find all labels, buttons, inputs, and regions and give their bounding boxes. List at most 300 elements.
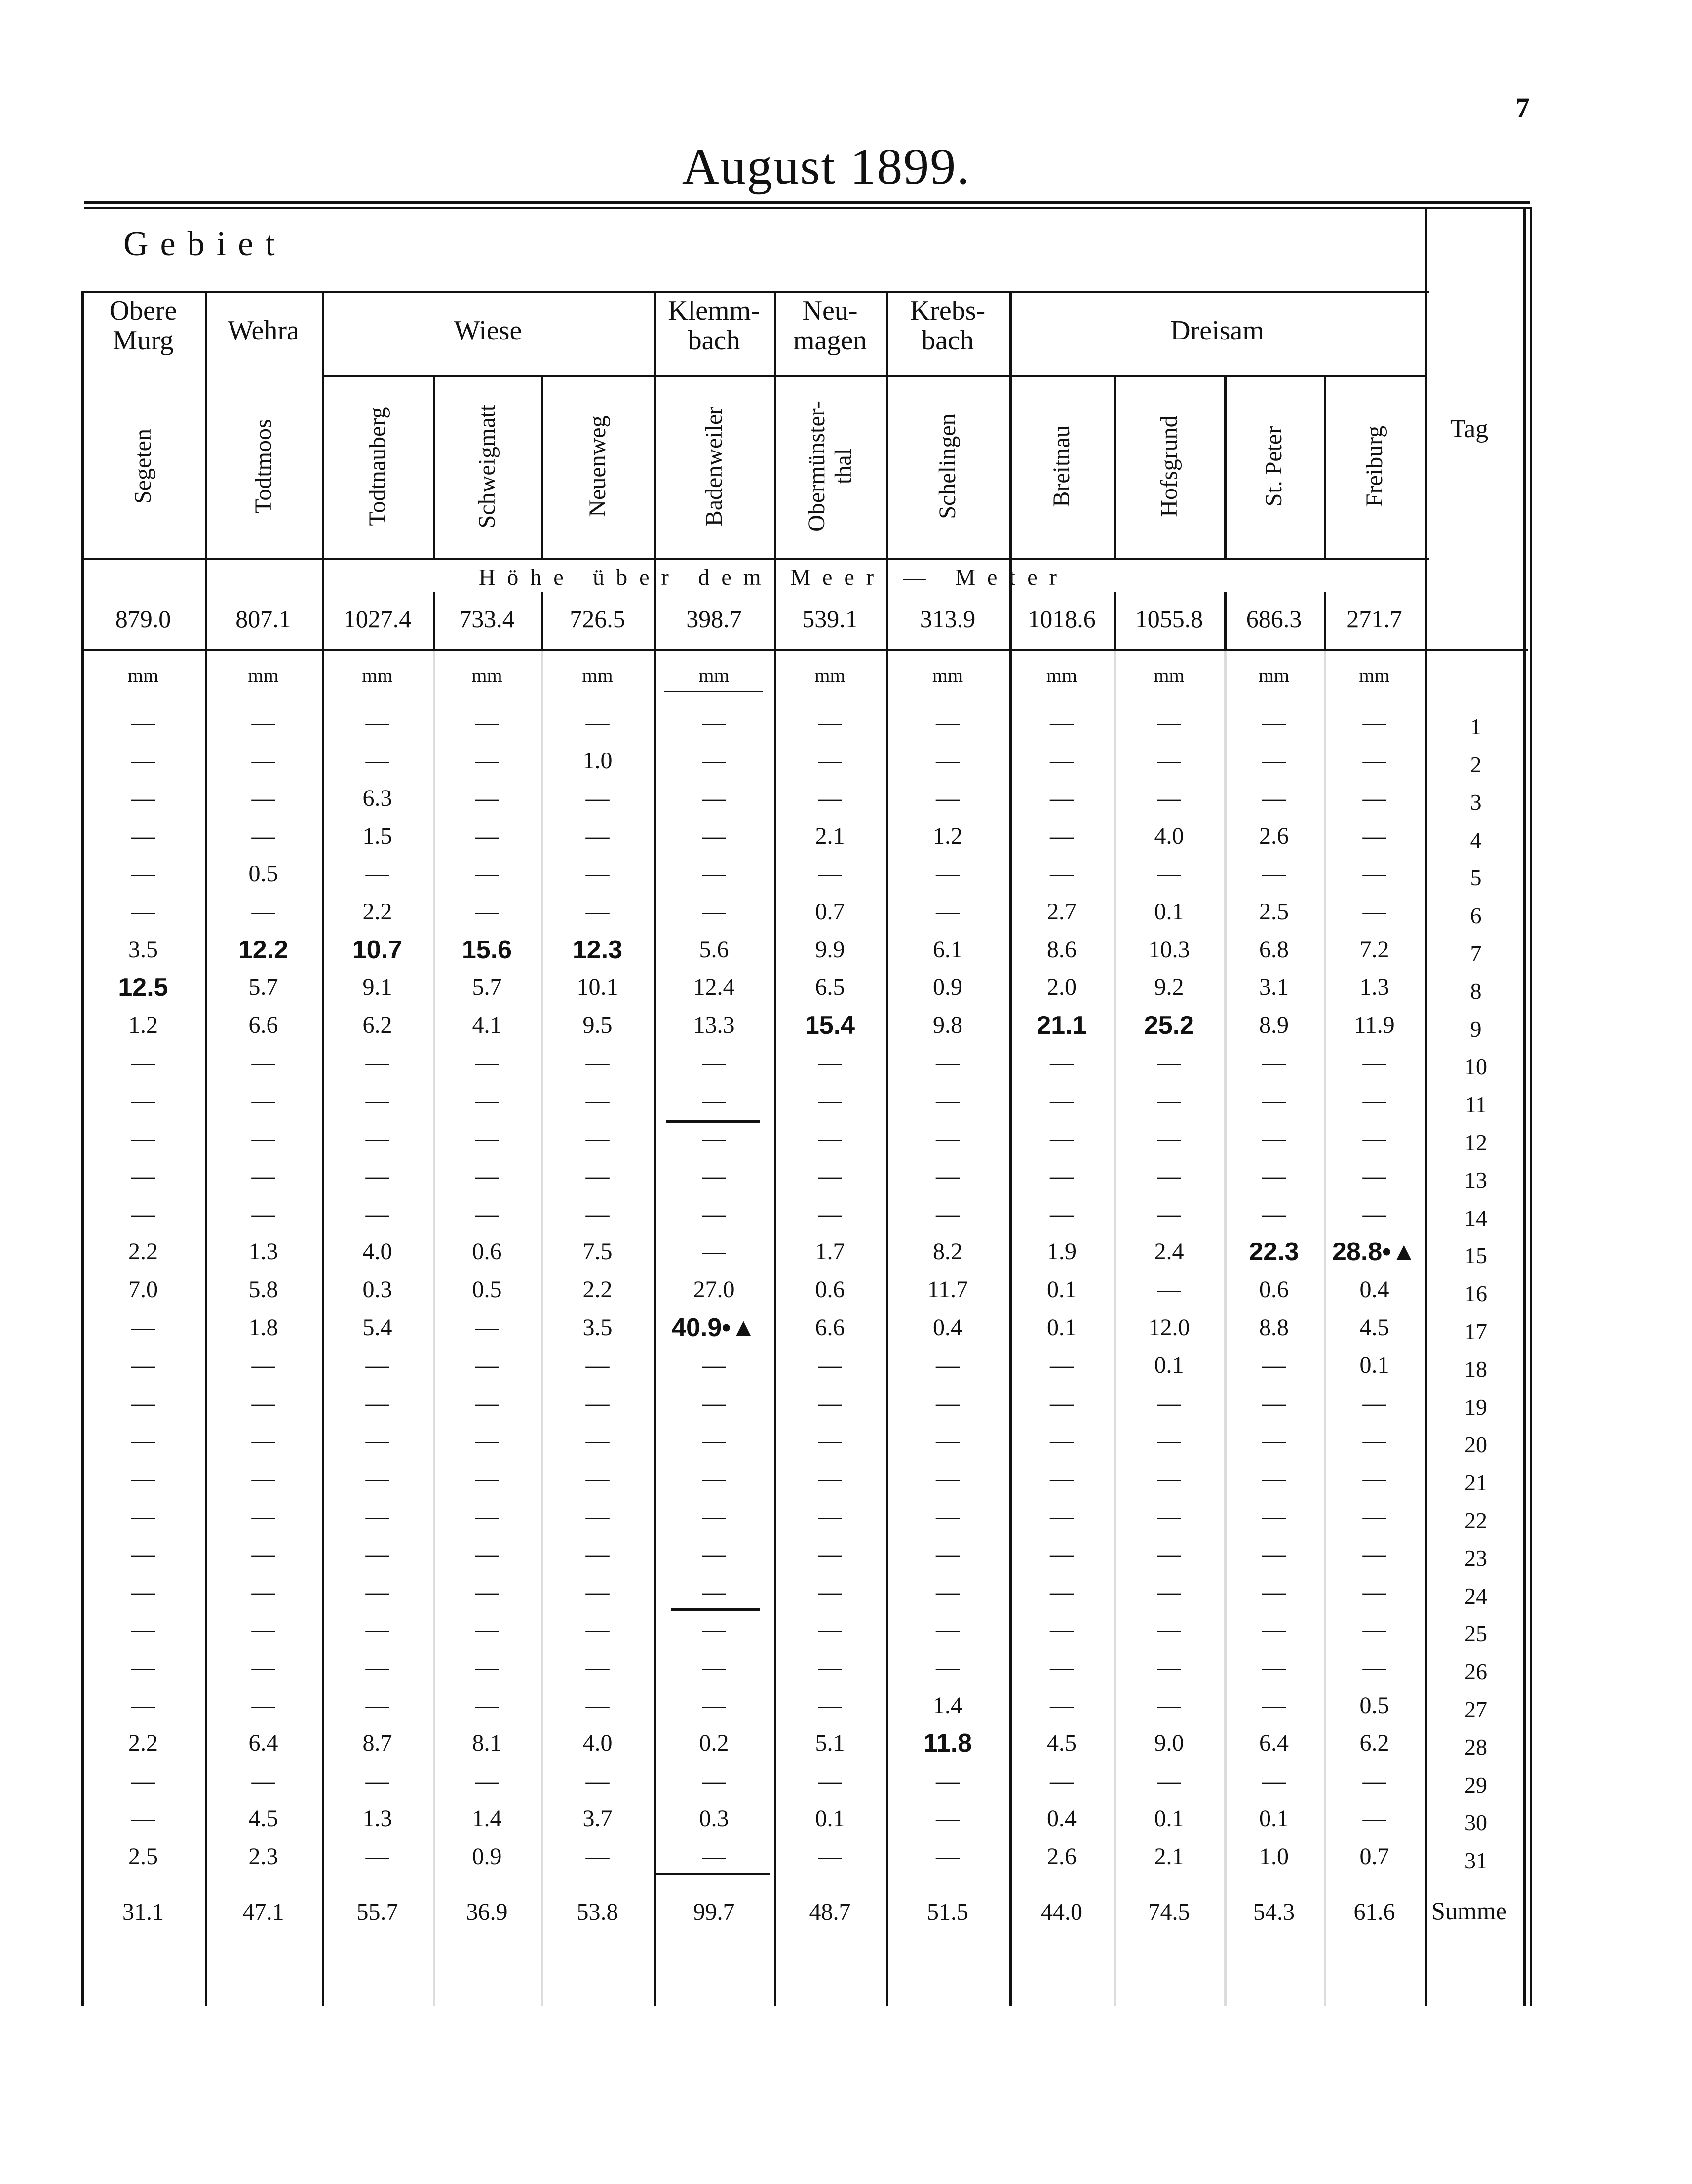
- table-cell: 4.0: [582, 1730, 613, 1757]
- header-divider-2: [322, 375, 1427, 377]
- table-cell: —: [818, 1617, 842, 1643]
- day-number: 8: [1470, 979, 1482, 1004]
- day-number: 23: [1464, 1545, 1487, 1571]
- table-cell: 1.7: [815, 1239, 845, 1265]
- elevation-value: 313.9: [920, 605, 976, 633]
- table-cell: 0.6: [1259, 1277, 1289, 1303]
- table-cell: 1.4: [933, 1692, 962, 1719]
- table-cell: —: [936, 1503, 960, 1530]
- table-cell: —: [1262, 785, 1286, 812]
- table-cell: —: [251, 1466, 275, 1492]
- table-cell: 6.6: [815, 1314, 845, 1341]
- table-cell: —: [702, 1088, 726, 1114]
- table-cell: —: [585, 1352, 610, 1379]
- elevation-value: 1018.6: [1028, 605, 1096, 633]
- table-cell: —: [1362, 1655, 1386, 1681]
- table-cell: —: [936, 1088, 960, 1114]
- table-cell: —: [251, 1692, 275, 1719]
- unit-label: mm: [471, 664, 502, 686]
- table-cell: —: [936, 1655, 960, 1681]
- table-cell: 5.8: [248, 1277, 278, 1303]
- table-cell: —: [1362, 1579, 1386, 1605]
- table-cell: —: [702, 899, 726, 925]
- table-cell: —: [131, 1428, 155, 1454]
- table-cell: —: [365, 1503, 389, 1530]
- table-cell: —: [1050, 1125, 1074, 1152]
- table-cell: —: [585, 823, 610, 849]
- table-cell: —: [585, 899, 610, 925]
- table-cell: 3.5: [128, 936, 158, 963]
- table-cell: —: [131, 1390, 155, 1416]
- table-cell: —: [936, 1201, 960, 1227]
- table-cell: —: [702, 710, 726, 736]
- table-cell: —: [585, 1201, 610, 1227]
- table-cell: —: [1050, 1503, 1074, 1530]
- table-cell: —: [585, 1125, 610, 1152]
- table-cell: —: [702, 1201, 726, 1227]
- table-cell: 7.0: [128, 1277, 158, 1303]
- station-name: Todtmoos: [250, 419, 276, 514]
- table-cell: —: [475, 1768, 499, 1794]
- table-cell: —: [365, 1655, 389, 1681]
- table-cell: 6.3: [362, 785, 392, 812]
- table-cell: —: [365, 1390, 389, 1416]
- table-cell: —: [818, 1352, 842, 1379]
- elevation-value: 539.1: [802, 605, 858, 633]
- day-number: 2: [1470, 752, 1482, 777]
- table-cell: 9.8: [933, 1012, 962, 1038]
- table-cell: 6.4: [1259, 1730, 1289, 1757]
- table-cell: —: [251, 1125, 275, 1152]
- table-cell: —: [1157, 1768, 1181, 1794]
- table-cell: 8.9: [1259, 1012, 1289, 1038]
- table-cell: 4.0: [1154, 823, 1184, 849]
- table-cell: —: [936, 1390, 960, 1416]
- table-cell: 2.1: [815, 823, 845, 849]
- elevation-value: 726.5: [570, 605, 625, 633]
- day-number: 3: [1470, 790, 1482, 815]
- unit-label: mm: [932, 664, 963, 686]
- table-cell: —: [1050, 1201, 1074, 1227]
- table-cell: —: [585, 1692, 610, 1719]
- table-cell: —: [475, 1655, 499, 1681]
- badenweiler-rule-24: [671, 1608, 760, 1611]
- table-cell: 8.7: [362, 1730, 392, 1757]
- table-cell: —: [1157, 1617, 1181, 1643]
- header-divider-3: [81, 558, 1429, 560]
- table-cell: 6.5: [815, 974, 845, 1001]
- table-cell: —: [702, 1579, 726, 1605]
- elevation-value: 686.3: [1246, 605, 1302, 633]
- table-cell: 9.2: [1154, 974, 1184, 1001]
- table-cell: 28.8•▲: [1332, 1238, 1417, 1267]
- table-cell: —: [1262, 1655, 1286, 1681]
- table-cell: 0.5: [1359, 1692, 1389, 1719]
- table-cell: —: [1157, 1050, 1181, 1076]
- unit-label: mm: [1258, 664, 1290, 686]
- table-cell: —: [818, 1050, 842, 1076]
- table-cell: —: [818, 1390, 842, 1416]
- top-rule-thin: [84, 207, 1530, 209]
- table-cell: —: [131, 1617, 155, 1643]
- day-number: 7: [1470, 941, 1482, 966]
- table-cell: 1.4: [472, 1806, 502, 1832]
- table-cell: 11.9: [1354, 1012, 1395, 1038]
- table-cell: —: [1262, 1503, 1286, 1530]
- table-cell: 4.5: [1047, 1730, 1077, 1757]
- unit-label: mm: [127, 664, 159, 686]
- table-cell: 6.6: [248, 1012, 278, 1038]
- table-cell: —: [702, 1617, 726, 1643]
- day-number: 19: [1464, 1394, 1487, 1420]
- table-cell: —: [251, 1541, 275, 1568]
- table-cell: —: [1362, 1201, 1386, 1227]
- table-cell: 7.5: [582, 1239, 613, 1265]
- table-cell: —: [365, 710, 389, 736]
- sum-value: 55.7: [356, 1899, 398, 1925]
- table-cell: —: [475, 1503, 499, 1530]
- table-cell: —: [818, 1655, 842, 1681]
- table-cell: —: [936, 785, 960, 812]
- table-cell: —: [1157, 1125, 1181, 1152]
- table-cell: 2.2: [128, 1239, 158, 1265]
- table-cell: —: [1262, 1466, 1286, 1492]
- table-cell: —: [475, 1617, 499, 1643]
- table-cell: 0.6: [472, 1239, 502, 1265]
- table-cell: —: [936, 1806, 960, 1832]
- day-number: 15: [1464, 1243, 1487, 1269]
- table-cell: —: [936, 1352, 960, 1379]
- sum-value: 53.8: [577, 1899, 618, 1925]
- table-cell: 0.1: [1154, 899, 1184, 925]
- sum-value: 99.7: [693, 1899, 735, 1925]
- day-number: 16: [1464, 1281, 1487, 1306]
- table-cell: —: [585, 1428, 610, 1454]
- table-cell: —: [131, 861, 155, 887]
- table-cell: —: [475, 1125, 499, 1152]
- table-cell: 0.1: [1047, 1314, 1077, 1341]
- table-cell: —: [1157, 747, 1181, 774]
- table-cell: —: [131, 710, 155, 736]
- table-cell: —: [475, 1390, 499, 1416]
- table-cell: —: [818, 861, 842, 887]
- table-cell: —: [585, 1617, 610, 1643]
- table-cell: —: [1050, 1352, 1074, 1379]
- table-cell: —: [365, 1466, 389, 1492]
- table-cell: —: [131, 1050, 155, 1076]
- table-cell: —: [1262, 1579, 1286, 1605]
- day-number: 18: [1464, 1356, 1487, 1382]
- table-cell: —: [702, 1125, 726, 1152]
- table-cell: —: [1262, 1390, 1286, 1416]
- badenweiler-rule-31: [656, 1873, 770, 1875]
- table-cell: —: [936, 747, 960, 774]
- table-cell: 2.2: [582, 1277, 613, 1303]
- table-cell: —: [365, 1541, 389, 1568]
- table-cell: —: [818, 1125, 842, 1152]
- table-cell: —: [1050, 1541, 1074, 1568]
- top-rule: [84, 201, 1530, 204]
- table-cell: —: [251, 899, 275, 925]
- table-cell: —: [251, 1503, 275, 1530]
- table-cell: —: [251, 1050, 275, 1076]
- table-cell: —: [1050, 1428, 1074, 1454]
- table-cell: —: [131, 1541, 155, 1568]
- table-cell: —: [475, 747, 499, 774]
- table-cell: —: [1262, 1201, 1286, 1227]
- tag-header: Tag: [1450, 415, 1489, 443]
- table-cell: —: [936, 1466, 960, 1492]
- table-cell: —: [1362, 1806, 1386, 1832]
- table-cell: 2.1: [1154, 1844, 1184, 1870]
- table-cell: 6.2: [1359, 1730, 1389, 1757]
- table-cell: 25.2: [1144, 1011, 1194, 1040]
- table-cell: —: [1362, 1617, 1386, 1643]
- table-cell: —: [251, 785, 275, 812]
- table-cell: 10.7: [352, 935, 403, 964]
- table-cell: —: [475, 1352, 499, 1379]
- table-cell: 4.0: [362, 1239, 392, 1265]
- station-name: Badenweiler: [700, 406, 727, 527]
- table-cell: —: [1050, 1466, 1074, 1492]
- table-cell: —: [1262, 1617, 1286, 1643]
- table-cell: 4.1: [472, 1012, 502, 1038]
- table-cell: —: [1050, 1390, 1074, 1416]
- table-cell: —: [936, 861, 960, 887]
- table-cell: —: [1050, 861, 1074, 887]
- day-number: 14: [1464, 1205, 1487, 1231]
- table-cell: 21.1: [1037, 1011, 1087, 1040]
- table-cell: 6.4: [248, 1730, 278, 1757]
- table-cell: —: [1157, 1277, 1181, 1303]
- table-cell: —: [818, 1503, 842, 1530]
- table-cell: —: [1157, 1541, 1181, 1568]
- table-cell: 12.2: [238, 935, 289, 964]
- table-cell: 1.3: [362, 1806, 392, 1832]
- table-cell: —: [475, 1314, 499, 1341]
- unit-label: mm: [698, 664, 730, 686]
- elevation-value: 271.7: [1346, 605, 1402, 633]
- table-cell: 0.5: [248, 861, 278, 887]
- table-cell: —: [1157, 1466, 1181, 1492]
- table-cell: 0.9: [933, 974, 962, 1001]
- table-cell: —: [936, 1617, 960, 1643]
- table-cell: —: [365, 1844, 389, 1870]
- table-cell: —: [818, 1201, 842, 1227]
- table-cell: —: [1050, 747, 1074, 774]
- table-cell: —: [251, 1352, 275, 1379]
- table-cell: —: [818, 747, 842, 774]
- table-cell: 13.3: [693, 1012, 735, 1038]
- table-cell: —: [365, 861, 389, 887]
- table-cell: —: [131, 1466, 155, 1492]
- sum-label: Summe: [1431, 1897, 1507, 1924]
- day-number: 29: [1464, 1772, 1487, 1798]
- table-cell: —: [1157, 1692, 1181, 1719]
- table-cell: —: [818, 1844, 842, 1870]
- table-cell: —: [585, 710, 610, 736]
- table-cell: —: [818, 1692, 842, 1719]
- day-number: 12: [1464, 1130, 1487, 1155]
- table-cell: —: [702, 1050, 726, 1076]
- table-cell: —: [585, 861, 610, 887]
- table-cell: —: [1050, 823, 1074, 849]
- right-double-rule-a: [1523, 207, 1526, 2006]
- table-cell: —: [1262, 1125, 1286, 1152]
- table-cell: —: [475, 1466, 499, 1492]
- table-cell: —: [131, 785, 155, 812]
- table-cell: —: [131, 1125, 155, 1152]
- table-cell: 9.5: [582, 1012, 613, 1038]
- elevation-caption: Höhe über dem Meer — Meter: [479, 565, 1069, 590]
- elevation-value: 807.1: [235, 605, 291, 633]
- table-cell: 1.3: [1359, 974, 1389, 1001]
- day-number: 13: [1464, 1167, 1487, 1193]
- table-cell: 5.6: [699, 936, 729, 963]
- day-number: 24: [1464, 1583, 1487, 1609]
- right-double-rule-b: [1530, 207, 1532, 2006]
- station-name: Neuenweg: [584, 415, 611, 517]
- day-number: 28: [1464, 1734, 1487, 1760]
- table-cell: 1.3: [248, 1239, 278, 1265]
- table-cell: 1.0: [582, 747, 613, 774]
- sum-value: 51.5: [927, 1899, 968, 1925]
- table-cell: 1.0: [1259, 1844, 1289, 1870]
- table-cell: 12.4: [693, 974, 735, 1001]
- table-cell: 2.4: [1154, 1239, 1184, 1265]
- unit-label: mm: [1046, 664, 1077, 686]
- table-cell: —: [1262, 861, 1286, 887]
- table-cell: —: [475, 1201, 499, 1227]
- table-cell: 0.4: [933, 1314, 962, 1341]
- table-cell: —: [251, 1201, 275, 1227]
- table-cell: —: [365, 1617, 389, 1643]
- table-cell: 1.5: [362, 823, 392, 849]
- table-cell: 8.2: [933, 1239, 962, 1265]
- table-cell: 9.0: [1154, 1730, 1184, 1757]
- table-cell: —: [475, 899, 499, 925]
- table-cell: —: [251, 1655, 275, 1681]
- table-cell: —: [818, 710, 842, 736]
- table-cell: 2.5: [1259, 899, 1289, 925]
- table-cell: 2.2: [362, 899, 392, 925]
- table-cell: —: [131, 1503, 155, 1530]
- table-cell: —: [251, 1088, 275, 1114]
- table-cell: —: [818, 1466, 842, 1492]
- table-cell: —: [251, 823, 275, 849]
- table-cell: —: [131, 1579, 155, 1605]
- table-cell: 0.3: [699, 1806, 729, 1832]
- day-number: 11: [1464, 1092, 1487, 1117]
- table-cell: 12.3: [572, 935, 623, 964]
- table-cell: —: [1362, 1088, 1386, 1114]
- table-cell: —: [818, 1541, 842, 1568]
- day-number: 5: [1470, 865, 1482, 891]
- table-cell: —: [585, 1768, 610, 1794]
- table-cell: —: [1157, 710, 1181, 736]
- table-cell: —: [1050, 785, 1074, 812]
- table-cell: —: [131, 1768, 155, 1794]
- table-cell: —: [1262, 1428, 1286, 1454]
- table-cell: —: [1050, 1163, 1074, 1190]
- table-cell: 12.5: [118, 973, 168, 1002]
- table-cell: —: [251, 1428, 275, 1454]
- table-cell: 27.0: [693, 1277, 735, 1303]
- table-cell: —: [1157, 1201, 1181, 1227]
- station-name: Schweigmatt: [473, 404, 500, 528]
- gebiet-label: Gebiet: [123, 225, 287, 263]
- column-line: [433, 375, 435, 558]
- table-cell: 8.8: [1259, 1314, 1289, 1341]
- table-cell: 0.4: [1359, 1277, 1389, 1303]
- table-cell: —: [365, 1088, 389, 1114]
- day-number: 20: [1464, 1432, 1487, 1458]
- column-line: [541, 375, 543, 558]
- station-name: Hofsgrund: [1155, 415, 1182, 517]
- table-cell: 2.5: [128, 1844, 158, 1870]
- day-number: 1: [1470, 714, 1482, 739]
- day-number: 22: [1464, 1507, 1487, 1533]
- table-cell: 5.4: [362, 1314, 392, 1341]
- river-name: Obere Murg: [109, 296, 177, 356]
- table-cell: 0.1: [1047, 1277, 1077, 1303]
- unit-label: mm: [814, 664, 846, 686]
- station-name: Obermünster- thal: [803, 401, 856, 532]
- table-cell: —: [365, 1050, 389, 1076]
- day-number: 10: [1464, 1054, 1487, 1080]
- table-cell: —: [585, 1466, 610, 1492]
- table-cell: —: [475, 1541, 499, 1568]
- table-cell: —: [936, 1579, 960, 1605]
- table-cell: 10.3: [1148, 936, 1190, 963]
- table-cell: —: [1362, 1163, 1386, 1190]
- elevation-value: 879.0: [115, 605, 171, 633]
- table-cell: —: [1262, 1541, 1286, 1568]
- table-cell: 0.2: [699, 1730, 729, 1757]
- table-cell: —: [818, 1088, 842, 1114]
- table-cell: 1.2: [128, 1012, 158, 1038]
- column-line: [1224, 375, 1227, 558]
- table-cell: —: [936, 1050, 960, 1076]
- table-cell: 6.8: [1259, 936, 1289, 963]
- badenweiler-rule-11: [666, 1120, 760, 1123]
- table-cell: 0.1: [1359, 1352, 1389, 1379]
- table-cell: —: [365, 1768, 389, 1794]
- table-cell: —: [1362, 823, 1386, 849]
- station-name: Todtnauberg: [364, 407, 390, 526]
- table-cell: —: [1050, 1617, 1074, 1643]
- sum-value: 31.1: [122, 1899, 164, 1925]
- table-cell: —: [475, 1692, 499, 1719]
- table-cell: 2.6: [1259, 823, 1289, 849]
- table-cell: —: [585, 1163, 610, 1190]
- unit-label: mm: [582, 664, 613, 686]
- table-cell: 4.5: [248, 1806, 278, 1832]
- page-title: August 1899.: [682, 138, 971, 195]
- table-cell: —: [702, 785, 726, 812]
- table-cell: 12.0: [1148, 1314, 1190, 1341]
- table-cell: —: [1050, 1050, 1074, 1076]
- sum-value: 54.3: [1253, 1899, 1295, 1925]
- table-cell: —: [585, 1050, 610, 1076]
- table-cell: —: [251, 1390, 275, 1416]
- table-cell: 0.7: [1359, 1844, 1389, 1870]
- table-cell: —: [1362, 1050, 1386, 1076]
- table-cell: —: [702, 1163, 726, 1190]
- table-cell: —: [1362, 1390, 1386, 1416]
- table-cell: —: [475, 1050, 499, 1076]
- table-cell: —: [702, 1390, 726, 1416]
